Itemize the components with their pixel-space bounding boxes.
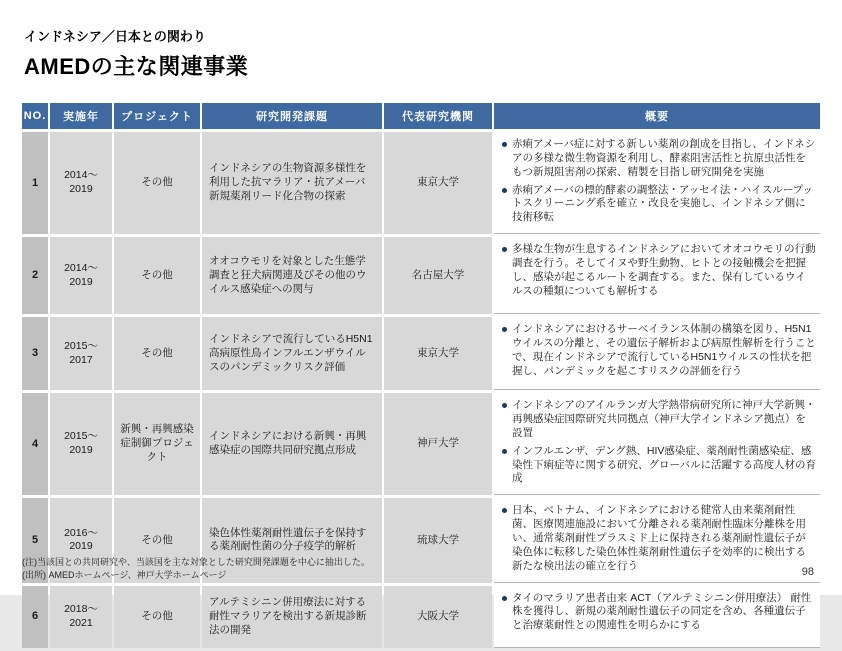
institution-cell: 名古屋大学 (384, 237, 492, 314)
institution-cell: 東京大学 (384, 132, 492, 234)
row-number-cell: 6 (22, 586, 48, 648)
year-cell: 2016～2019 (50, 498, 112, 582)
row-number-cell: 4 (22, 393, 48, 495)
theme-cell: 染色体性薬剤耐性遺伝子を保持する薬剤耐性菌の分子疫学的解析 (202, 498, 382, 582)
overview-cell (494, 393, 820, 495)
table-row (22, 586, 820, 648)
header-institution: 代表研究機関 (384, 103, 492, 129)
header-overview: 概要 (494, 103, 820, 129)
footnote-line: (注)当該国との共同研究や、当該国を主な対象とした研究開発課題を中心に抽出した。 (22, 557, 370, 567)
footnote-line: (出所) AMEDホームページ、神戸大学ホームページ (22, 570, 227, 581)
table-row (22, 132, 820, 234)
row-number-cell: 2 (22, 237, 48, 314)
project-cell: その他 (114, 586, 200, 648)
overview-bullet: 日本、ベトナム、インドネシアにおける健常人由来薬剤耐性菌、医療関連施設において分離される薬剤耐性臨床分離株を用い、通常薬剤耐性プラスミド上に保持される薬剤耐性遺伝子が染色体に転移した染色体性薬剤耐性遺伝子を効率的に検出する新たな検出法の確立を行う (500, 504, 816, 573)
header-years: 実施年 (50, 103, 112, 129)
overview-bullet: 赤痢アメーバ症に対する新しい薬剤の創成を目指し、インドネシアの多様な微生物資源を利用し、酵素阻害活性と抗原虫活性をもつ新規阻害剤の探索、精製を目指し研究開発を実施 (500, 138, 816, 180)
institution-cell: 東京大学 (384, 317, 492, 390)
header-no: NO. (22, 103, 48, 129)
project-cell: その他 (114, 498, 200, 582)
year-cell: 2015～2019 (50, 393, 112, 495)
header-project: プロジェクト (114, 103, 200, 129)
table-row (22, 237, 820, 314)
institution-cell: 琉球大学 (384, 498, 492, 582)
title-block (24, 26, 248, 81)
overview-cell (494, 317, 820, 390)
header-theme: 研究開発課題 (202, 103, 382, 129)
project-cell: その他 (114, 132, 200, 234)
table-header-row (22, 103, 820, 129)
page-number: 98 (801, 566, 814, 578)
overview-bullet: インフルエンザ、デング熱、HIV感染症、薬剤耐性菌感染症、感染性下痢症等に関する研究、グローバルに活躍する高度人材の育成 (500, 445, 816, 487)
overview-bullet: インドネシアにおけるサーベイランス体制の構築を図り、H5N1ウイルスの分離と、その遺伝子解析および病原性解析を行うことで、現在インドネシアで流行しているH5N1ウイルスの性状を把握し、パンデミックを起こすリスクの評価を行う (500, 323, 816, 378)
year-cell: 2014～2019 (50, 237, 112, 314)
year-cell: 2015～2017 (50, 317, 112, 390)
overview-bullet: タイのマラリア患者由来 ACT（アルテミシニン併用療法） 耐性株を獲得し、新規の薬剤耐性遺伝子の同定を含め、各種遺伝子と治療薬耐性との関連性を明らかにする (500, 592, 816, 634)
theme-cell: オオコウモリを対象とした生態学調査と狂犬病関連及びその他のウイルス感染症への関与 (202, 237, 382, 314)
row-number-cell: 5 (22, 498, 48, 582)
overview-cell (494, 498, 820, 582)
overview-bullet: インドネシアのアイルランガ大学熱帯病研究所に神戸大学新興・再興感染症国際研究共同拠点（神戸大学インドネシア拠点）を設置 (500, 399, 816, 441)
project-cell: その他 (114, 317, 200, 390)
table-row (22, 317, 820, 390)
overview-cell (494, 132, 820, 234)
year-cell: 2014～2019 (50, 132, 112, 234)
table-row (22, 393, 820, 495)
theme-cell: アルテミシニン併用療法に対する耐性マラリアを検出する新規診断法の開発 (202, 586, 382, 648)
theme-cell: インドネシアで流行しているH5N1高病原性鳥インフルエンザウイルスのパンデミックリスク評価 (202, 317, 382, 390)
page-title: AMEDの主な関連事業 (24, 54, 249, 79)
page-subtitle: インドネシア／日本との関わり (24, 29, 206, 44)
institution-cell: 神戸大学 (384, 393, 492, 495)
theme-cell: インドネシアにおける新興・再興感染症の国際共同研究拠点形成 (202, 393, 382, 495)
year-cell: 2018～2021 (50, 586, 112, 648)
theme-cell: インドネシアの生物資源多様性を利用した抗マラリア・抗アメーバ新規薬剤リード化合物の探索 (202, 132, 382, 234)
overview-cell (494, 586, 820, 648)
overview-bullet: 多様な生物が生息するインドネシアにおいてオオコウモリの行動調査を行う。そしてイヌや野生動物、ヒトとの接触機会を把握し、感染が起こるルートを調査する。また、保有しているウイルスの種類についても解析する (500, 243, 816, 298)
project-cell: その他 (114, 237, 200, 314)
project-cell: 新興・再興感染症制御プロジェクト (114, 393, 200, 495)
overview-cell (494, 237, 820, 314)
row-number-cell: 1 (22, 132, 48, 234)
footnotes (22, 556, 370, 582)
institution-cell: 大阪大学 (384, 586, 492, 648)
overview-bullet: 赤痢アメーバの標的酵素の調整法・アッセイ法・ハイスループットスクリーニング系を確立・改良を実施し、インドネシア側に技術移転 (500, 184, 816, 226)
row-number-cell: 3 (22, 317, 48, 390)
